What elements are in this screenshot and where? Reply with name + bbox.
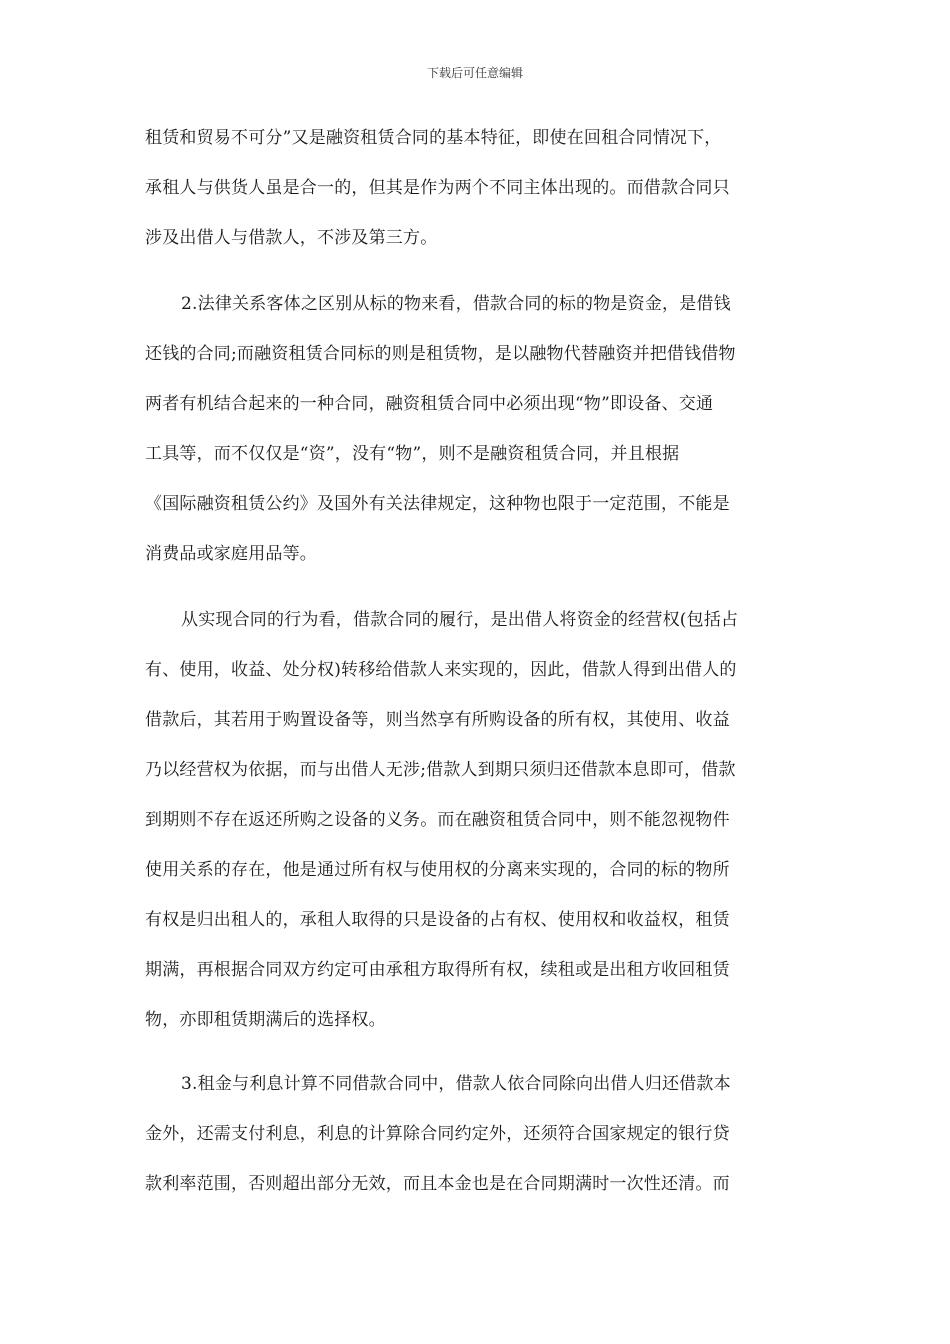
text-line: 乃以经营权为依据，而与出借人无涉;借款人到期只须归还借款本息即可，借款 (145, 760, 736, 780)
text-line: 到期则不存在返还所购之设备的义务。而在融资租赁合同中，则不能忽视物件 (145, 810, 730, 830)
text-line: 租赁和贸易不可分”又是融资租赁合同的基本特征，即使在回租合同情况下， (145, 128, 722, 148)
text-line: 款利率范围，否则超出部分无效，而且本金也是在合同期满时一次性还清。而 (145, 1174, 730, 1194)
text-line: 使用关系的存在，他是通过所有权与使用权的分离来实现的，合同的标的物所 (145, 860, 730, 880)
text-line: 金外，还需支付利息，利息的计算除合同约定外，还须符合国家规定的银行贷 (145, 1124, 730, 1144)
text-line: 承租人与供货人虽是合一的，但其是作为两个不同主体出现的。而借款合同只 (145, 178, 730, 198)
text-line: 有权是归出租人的，承租人取得的只是设备的占有权、使用权和收益权，租赁 (145, 910, 730, 930)
paragraph-4 (145, 1059, 805, 1209)
text-line: 从实现合同的行为看，借款合同的履行，是出借人将资金的经营权(包括占 (181, 610, 739, 630)
text-line: 消费品或家庭用品等。 (145, 544, 317, 564)
paragraph-2 (145, 279, 805, 579)
text-line: 2.法律关系客体之区别从标的物来看，借款合同的标的物是资金，是借钱 (181, 294, 731, 314)
page-header: 下载后可任意编辑 (426, 66, 523, 80)
text-line: 物，亦即租赁期满后的选择权。 (145, 1010, 386, 1030)
paragraph-1 (145, 113, 805, 263)
text-line: 有、使用，收益、处分权)转移给借款人来实现的，因此，借款人得到出借人的 (145, 660, 737, 680)
text-line: 还钱的合同;而融资租赁合同标的则是租赁物，是以融物代替融资并把借钱借物 (145, 344, 736, 364)
text-line: 工具等，而不仅仅是“资”，没有“物”，则不是融资租赁合同，并且根据 (145, 444, 680, 464)
text-line: 借款后，其若用于购置设备等，则当然享有所购设备的所有权，其使用、收益 (145, 710, 730, 730)
paragraph-3 (145, 595, 805, 1045)
text-line: 涉及出借人与借款人，不涉及第三方。 (145, 228, 438, 248)
text-line: 期满，再根据合同双方约定可由承租方取得所有权，续租或是出租方收回租赁 (145, 960, 730, 980)
text-line: 3.租金与利息计算不同借款合同中，借款人依合同除向出借人归还借款本 (181, 1074, 731, 1094)
text-line: 两者有机结合起来的一种合同，融资租赁合同中必须出现“物”即设备、交通 (145, 394, 714, 414)
text-line: 《国际融资租赁公约》及国外有关法律规定，这种物也限于一定范围，不能是 (145, 494, 730, 514)
